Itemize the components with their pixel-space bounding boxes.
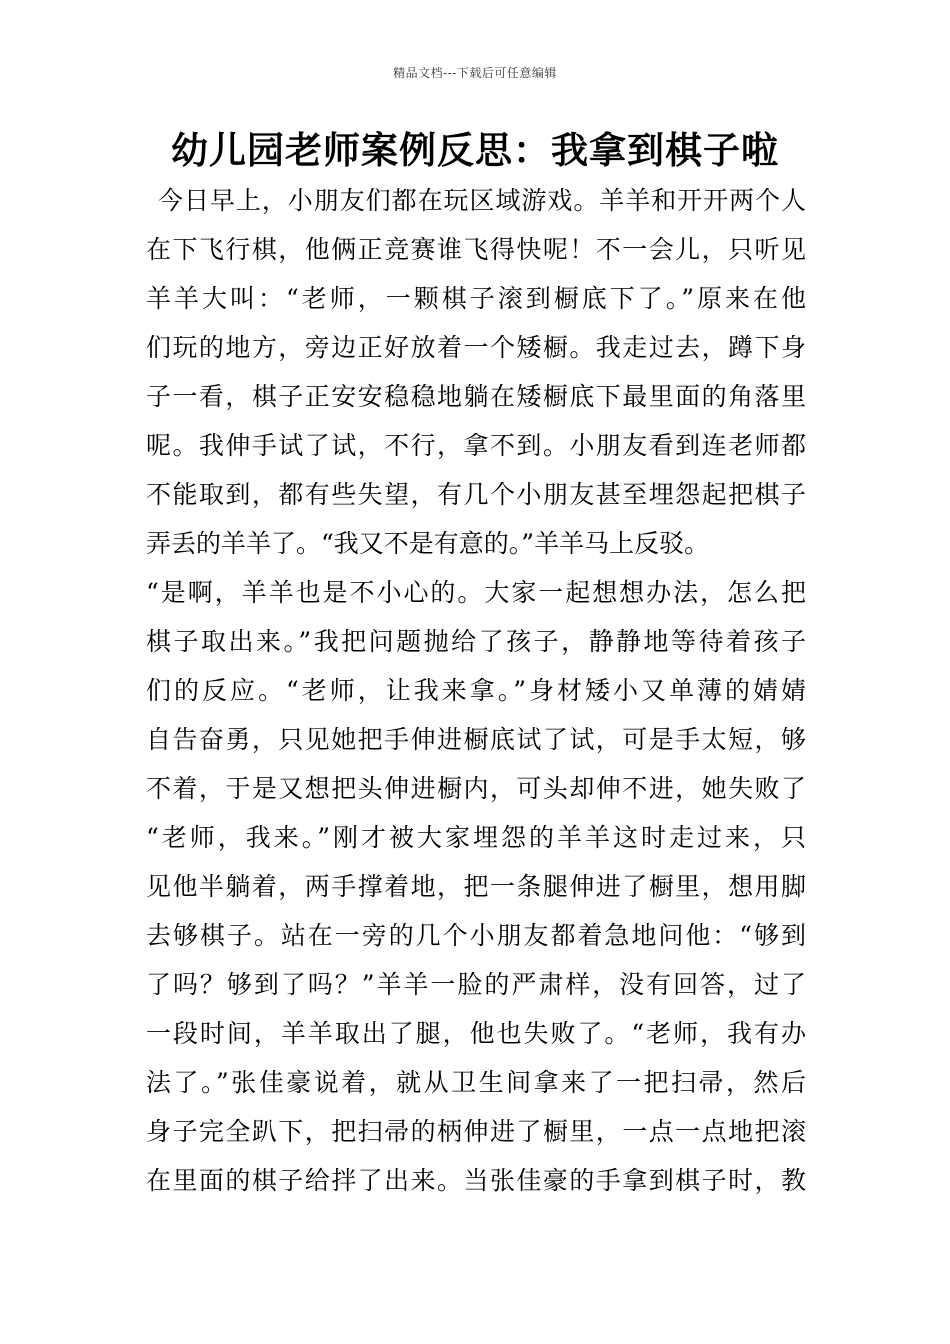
text-line: “是啊，羊羊也是不小心的。大家一起想想办法，怎么把 bbox=[146, 578, 806, 607]
text-line: 羊羊大叫：“老师，一颗棋子滚到橱底下了。”原来在他 bbox=[146, 284, 806, 313]
text-line: “老师，我来。”刚才被大家埋怨的羊羊这时走过来，只 bbox=[146, 823, 806, 852]
text-line: 在里面的棋子给拌了出来。当张佳豪的手拿到棋子时，教 bbox=[146, 1166, 806, 1195]
text-line: 棋子取出来。”我把问题抛给了孩子，静静地等待着孩子 bbox=[146, 627, 806, 656]
document-title: 幼儿园老师案例反思：我拿到棋子啦 bbox=[171, 129, 779, 172]
text-line: 去够棋子。站在一旁的几个小朋友都着急地问他：“够到 bbox=[146, 921, 806, 950]
text-line: 今日早上，小朋友们都在玩区域游戏。羊羊和开开两个人 bbox=[158, 186, 806, 215]
text-line: 见他半躺着，两手撑着地，把一条腿伸进了橱里，想用脚 bbox=[146, 872, 806, 901]
text-line: 们玩的地方，旁边正好放着一个矮橱。我走过去，蹲下身 bbox=[146, 333, 806, 362]
text-line: 了吗？够到了吗？”羊羊一脸的严肃样，没有回答，过了 bbox=[146, 970, 806, 999]
text-line: 们的反应。“老师，让我来拿。”身材矮小又单薄的婧婧 bbox=[146, 676, 806, 705]
text-line: 身子完全趴下，把扫帚的柄伸进了橱里，一点一点地把滚 bbox=[146, 1117, 806, 1146]
text-line: 不能取到，都有些失望，有几个小朋友甚至埋怨起把棋子 bbox=[146, 480, 806, 509]
text-line: 弄丢的羊羊了。“我又不是有意的。”羊羊马上反驳。 bbox=[146, 529, 710, 558]
text-line: 一段时间，羊羊取出了腿，他也失败了。“老师，我有办 bbox=[146, 1019, 806, 1048]
text-line: 法了。”张佳豪说着，就从卫生间拿来了一把扫帚，然后 bbox=[146, 1068, 806, 1097]
text-line: 呢。我伸手试了试，不行，拿不到。小朋友看到连老师都 bbox=[146, 431, 806, 460]
text-line: 不着，于是又想把头伸进橱内，可头却伸不进，她失败了 bbox=[146, 774, 806, 803]
text-line: 在下飞行棋，他俩正竞赛谁飞得快呢！不一会儿，只听见 bbox=[146, 235, 806, 264]
text-line: 自告奋勇，只见她把手伸进橱底试了试，可是手太短，够 bbox=[146, 725, 806, 754]
text-line: 子一看，棋子正安安稳稳地躺在矮橱底下最里面的角落里 bbox=[146, 382, 806, 411]
body-paragraph bbox=[146, 176, 806, 1205]
header-note: 精品文档---下载后可任意编辑 bbox=[393, 66, 557, 80]
